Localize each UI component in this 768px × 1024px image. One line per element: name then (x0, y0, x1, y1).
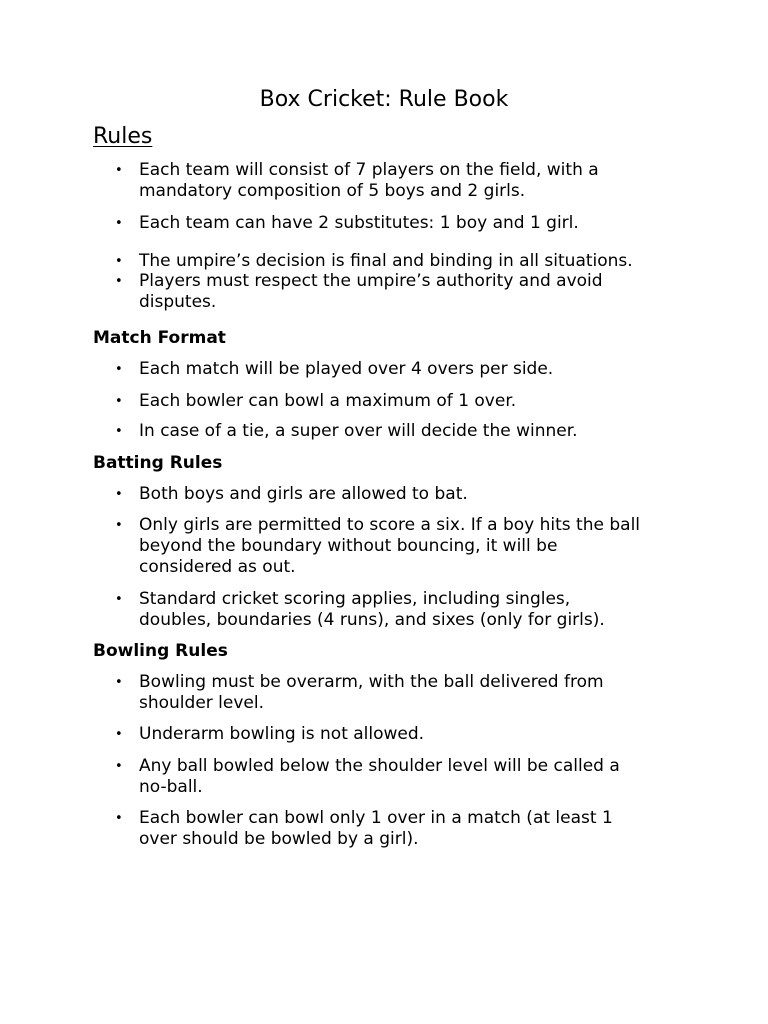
bowling-rules-item-3 (115, 756, 690, 798)
bowling-rules-item-1-text: Bowling must be overarm, with the ball delivered from shoulder level. (139, 672, 604, 713)
bowling-rules-item-4-text: Each bowler can bowl only 1 over in a match (at least 1 over should be bowled by a girl). (139, 808, 613, 849)
bullet-icon: • (115, 727, 123, 742)
match-format-item-1 (115, 359, 690, 380)
rules-item-2-text: Each team can have 2 substitutes: 1 boy and 1 girl. (139, 213, 579, 233)
bullet-icon: • (115, 675, 123, 690)
batting-rules-item-1-text: Both boys and girls are allowed to bat. (139, 484, 468, 504)
bullet-icon: • (115, 424, 123, 439)
bullet-icon: • (115, 274, 123, 289)
rules-item-4-text: Players must respect the umpire’s authority and avoid disputes. (139, 271, 603, 312)
match-format-item-2 (115, 391, 690, 412)
rules-item-3 (115, 251, 690, 272)
bullet-icon: • (115, 518, 123, 533)
bowling-rules-item-3-text: Any ball bowled below the shoulder level will be called a no-ball. (139, 756, 620, 797)
batting-rules-item-3-text: Standard cricket scoring applies, including singles, doubles, boundaries (4 runs), and sixes (only for girls). (139, 589, 605, 630)
batting-rules-item-1 (115, 484, 690, 505)
bowling-rules-item-2 (115, 724, 690, 745)
batting-rules-item-3 (115, 589, 690, 631)
match-format-item-2-text: Each bowler can bowl a maximum of 1 over. (139, 391, 517, 411)
bullet-icon: • (115, 362, 123, 377)
document-title: Box Cricket: Rule Book (259, 87, 509, 112)
bullet-icon: • (115, 487, 123, 502)
rules-item-1-text: Each team will consist of 7 players on the field, with a mandatory composition of 5 boys and 2 girls. (139, 160, 599, 201)
match-format-item-3-text: In case of a tie, a super over will decide the winner. (139, 421, 578, 441)
bowling-rules-item-1 (115, 672, 690, 714)
bullet-icon: • (115, 254, 123, 269)
rules-item-3-text: The umpire’s decision is final and binding in all situations. (139, 251, 633, 271)
bullet-icon: • (115, 759, 123, 774)
bullet-icon: • (115, 592, 123, 607)
match-format-item-3 (115, 421, 690, 442)
batting-rules-heading: Batting Rules (93, 453, 223, 473)
match-format-item-1-text: Each match will be played over 4 overs per side. (139, 359, 554, 379)
batting-rules-item-2 (115, 515, 690, 578)
rules-item-1 (115, 160, 690, 202)
rules-heading: Rules (93, 124, 153, 149)
rules-item-2 (115, 213, 690, 234)
bullet-icon: • (115, 811, 123, 826)
match-format-heading: Match Format (93, 328, 226, 348)
bowling-rules-heading: Bowling Rules (93, 641, 228, 661)
bullet-icon: • (115, 216, 123, 231)
rules-item-4 (115, 271, 690, 313)
bowling-rules-item-2-text: Underarm bowling is not allowed. (139, 724, 425, 744)
bullet-icon: • (115, 163, 123, 178)
bullet-icon: • (115, 394, 123, 409)
bowling-rules-item-4 (115, 808, 690, 850)
batting-rules-item-2-text: Only girls are permitted to score a six. If a boy hits the ball beyond the boundary without bouncing, it will be considered as out. (139, 515, 641, 577)
